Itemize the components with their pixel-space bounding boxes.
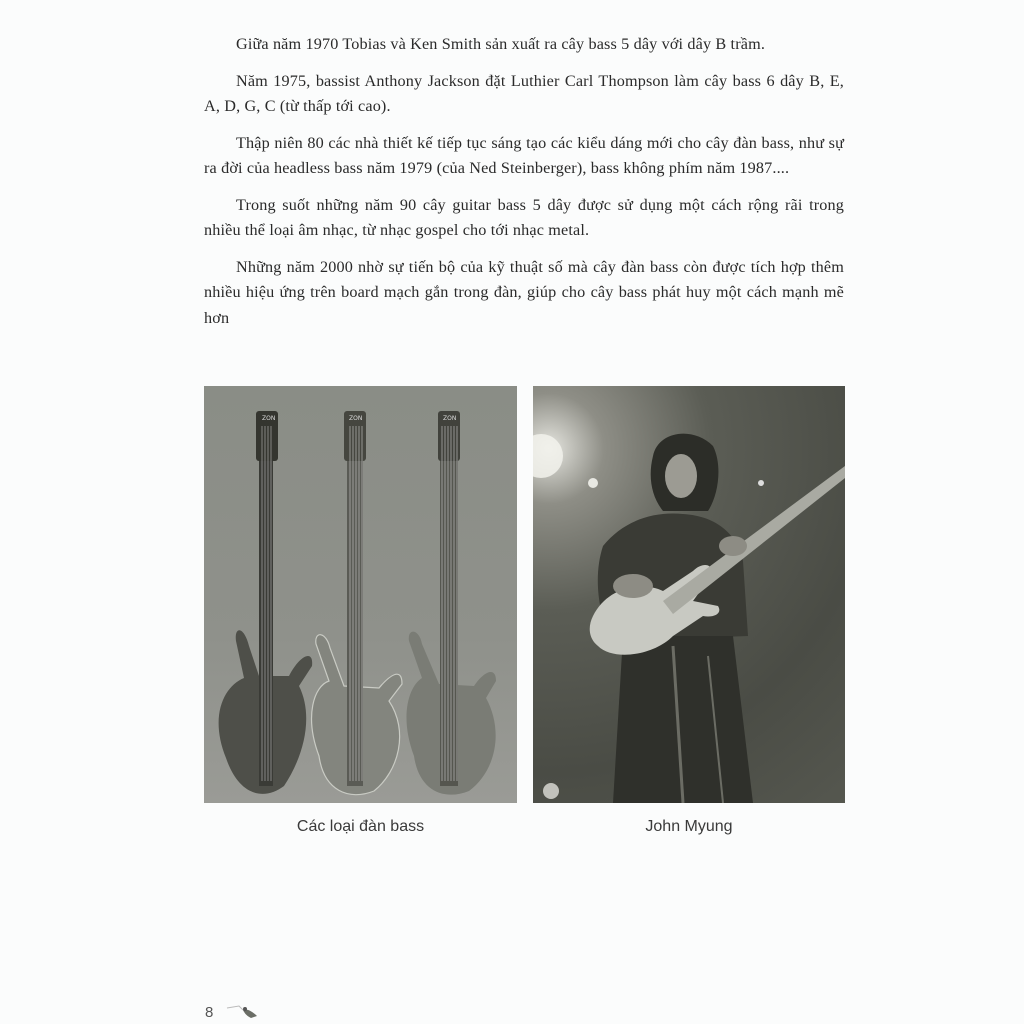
figure-caption-john-myung: John Myung: [645, 818, 733, 835]
john-myung-photo: [533, 386, 845, 803]
paragraph-1975: Năm 1975, bassist Anthony Jackson đặt Luthier Carl Thompson làm cây bass 6 dây B, E, A, D, G, C (từ thấp tới cao).: [204, 71, 844, 115]
body-text: [204, 32, 844, 342]
svg-text:ZON: ZON: [443, 415, 457, 422]
paragraph-80s: Thập niên 80 các nhà thiết kế tiếp tục sáng tạo các kiểu dáng mới cho cây đàn bass, như sự ra đời của headless bass năm 1979 (của Ned Steinberger), bass không phím năm 1987....: [204, 133, 844, 177]
paragraph-2000s: Những năm 2000 nhờ sự tiến bộ của kỹ thuật số mà cây đàn bass còn được tích hợp thêm nhiều hiệu ứng trên board mạch gắn trong đàn, giúp cho cây bass phát huy một cách mạnh mẽ hơn: [204, 257, 844, 327]
page-number: 8: [205, 1004, 214, 1021]
bass-guitar-6-string: [406, 411, 496, 795]
figure-caption-bass-types: Các loại đàn bass: [296, 818, 425, 835]
bass-guitar-4-string: [219, 411, 313, 794]
svg-text:ZON: ZON: [262, 415, 276, 422]
guitarist-ornament-icon: [225, 1002, 265, 1022]
paragraph-90s: Trong suốt những năm 90 cây guitar bass 5 dây được sử dụng một cách rộng rãi trong nhiều thể loại âm nhạc, từ nhạc gospel cho tới nhạc metal.: [204, 195, 844, 239]
paragraph-1970: Giữa năm 1970 Tobias và Ken Smith sản xuất ra cây bass 5 dây với dây B trầm.: [236, 35, 766, 53]
svg-text:ZON: ZON: [349, 415, 363, 422]
bass-guitars-photo: [204, 386, 517, 803]
bass-guitar-5-string: [312, 411, 402, 795]
